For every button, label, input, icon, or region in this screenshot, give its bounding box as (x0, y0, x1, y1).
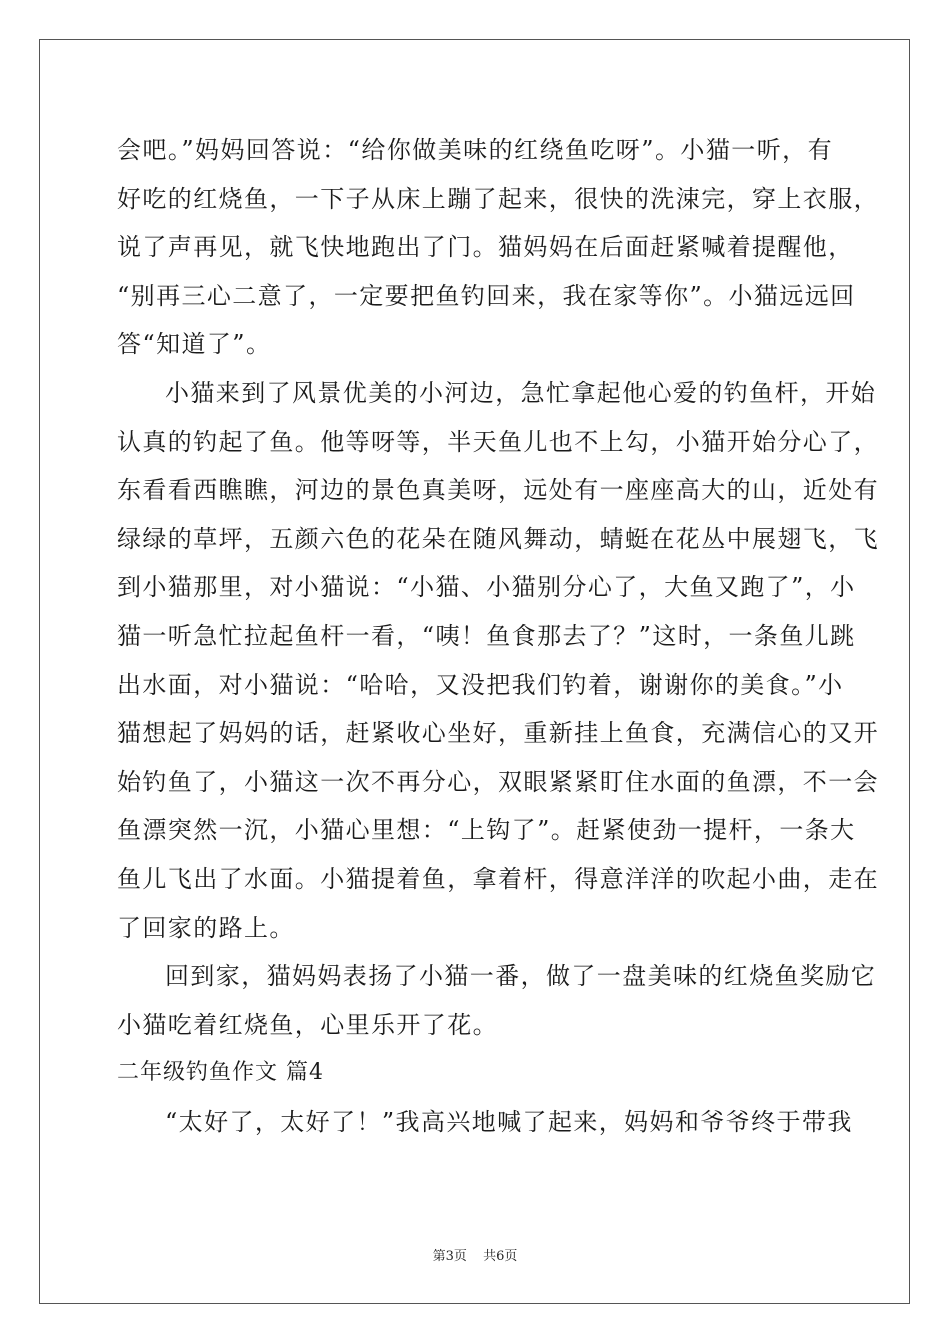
section-heading: 二年级钓鱼作文 篇4 (117, 1060, 324, 1086)
paragraph-line: 认真的钓起了鱼。他等呀等，半天鱼儿也不上勾，小猫开始分心了， (117, 427, 879, 456)
paragraph-line: 回到家，猫妈妈表扬了小猫一番，做了一盘美味的红烧鱼奖励它 (165, 962, 877, 991)
paragraph-line: 鱼儿飞出了水面。小猫提着鱼，拿着杆，得意洋洋的吹起小曲，走在 (117, 864, 879, 893)
paragraph-line: 小猫来到了风景优美的小河边，急忙拿起他心爱的钓鱼杆，开始 (165, 378, 877, 407)
paragraph-line: 出水面，对小猫说：“哈哈，又没把我们钓着，谢谢你的美食。”小 (117, 670, 844, 699)
paragraph-line: 绿绿的草坪，五颜六色的花朵在随风舞动，蜻蜓在花丛中展翅飞，飞 (117, 524, 879, 553)
paragraph-line: 东看看西瞧瞧，河边的景色真美呀，远处有一座座高大的山，近处有 (117, 476, 879, 505)
paragraph-line: 说了声再见，就飞快地跑出了门。猫妈妈在后面赶紧喊着提醒他， (117, 233, 854, 262)
paragraph-line: 好吃的红烧鱼，一下子从床上蹦了起来，很快的洗涑完，穿上衣服， (117, 184, 879, 213)
paragraph-line: 始钓鱼了，小猫这一次不再分心，双眼紧紧盯住水面的鱼漂，不一会 (117, 767, 879, 796)
paragraph-line: 小猫吃着红烧鱼，心里乐开了花。 (117, 1010, 498, 1039)
paragraph-line: 了回家的路上。 (117, 913, 295, 942)
paragraph-line: “太好了，太好了！”我高兴地喊了起来，妈妈和爷爷终于带我 (165, 1107, 853, 1136)
paragraph-line: 猫想起了妈妈的话，赶紧收心坐好，重新挂上鱼食，充满信心的又开 (117, 719, 879, 748)
paragraph-line: 会吧。”妈妈回答说：“给你做美味的红绕鱼吃呀”。小猫一听，有 (117, 136, 833, 164)
paragraph-lines (117, 126, 879, 1049)
paragraph-line: 答“知道了”。 (117, 330, 272, 359)
paragraph-line: 到小猫那里，对小猫说：“小猫、小猫别分心了，大鱼又跑了”，小 (117, 573, 856, 602)
page-number: 第3页 (432, 1249, 467, 1264)
page-total: 共6页 (483, 1249, 518, 1264)
paragraph-line: 猫一听急忙拉起鱼杆一看，“咦！鱼食那去了？”这时，一条鱼儿跳 (117, 621, 856, 650)
document-body (117, 126, 879, 1146)
paragraph-line: 鱼漂突然一沉，小猫心里想：“上钩了”。赶紧使劲一提杆，一条大 (117, 816, 856, 845)
page-footer (0, 1245, 950, 1264)
paragraph-line: “别再三心二意了，一定要把鱼钓回来，我在家等你”。小猫远远回 (117, 281, 856, 310)
